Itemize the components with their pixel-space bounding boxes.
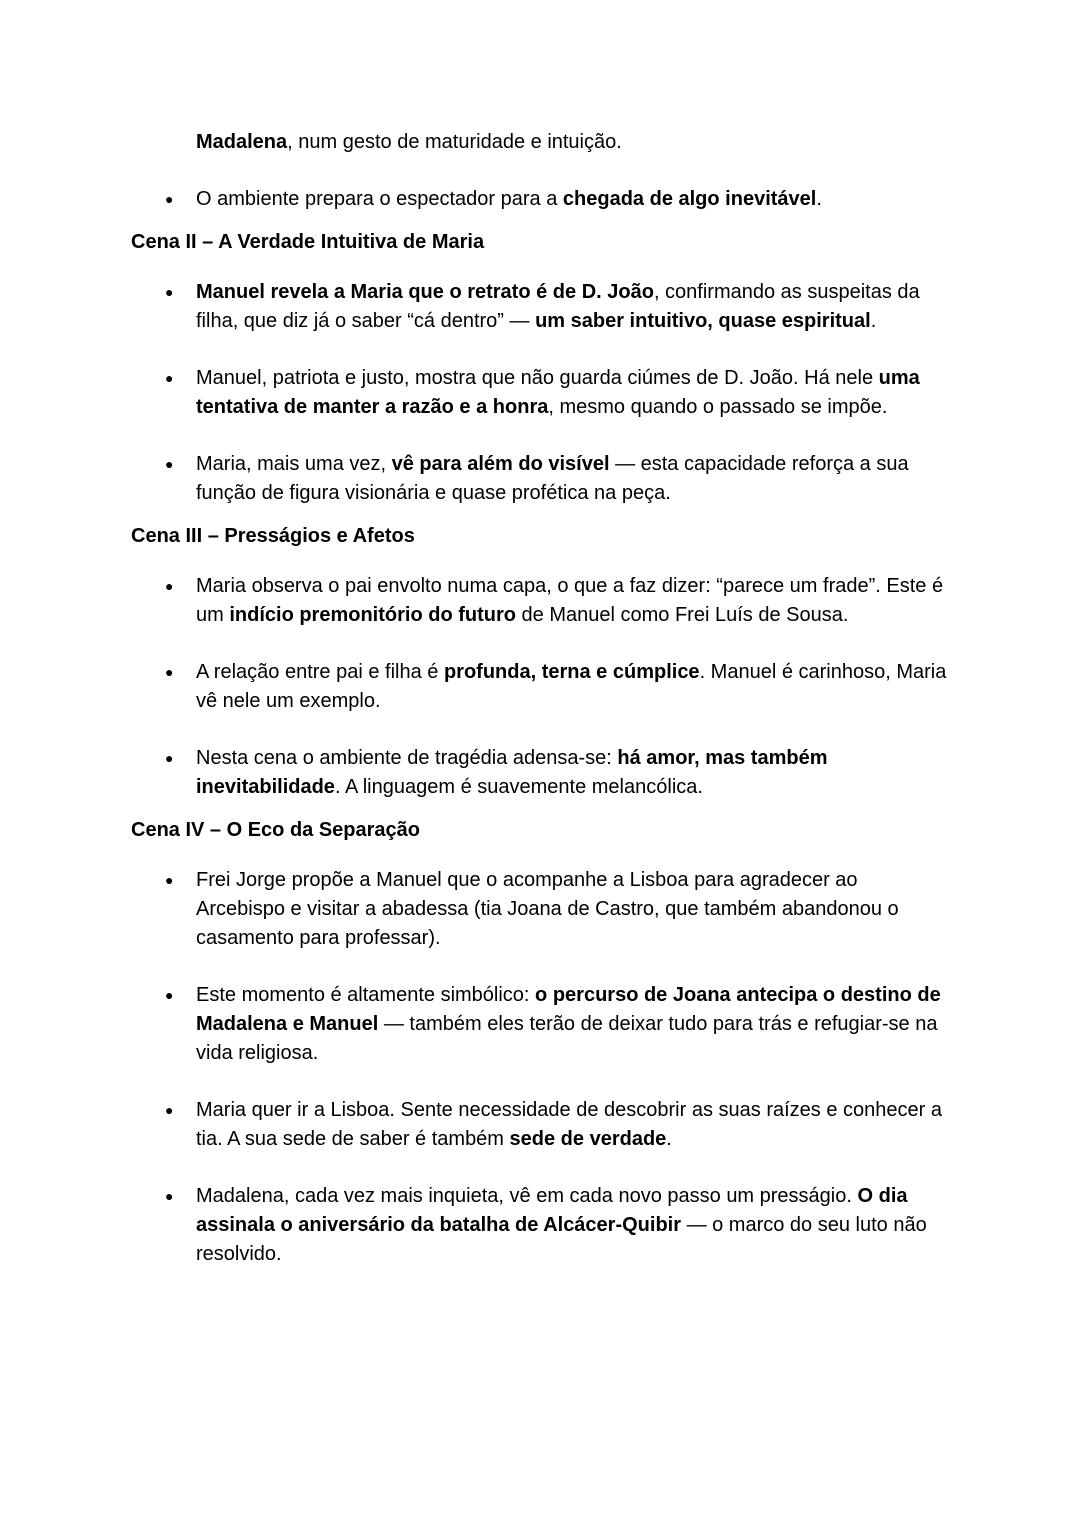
bullet-icon: ● (165, 664, 174, 680)
text-segment: Maria quer ir a Lisboa. Sente necessidade de descobrir as suas raízes e conhecer a tia. A sua sede de saber é também (196, 1099, 942, 1150)
list-item (165, 1182, 948, 1269)
text-segment: . (666, 1128, 672, 1150)
bullet-icon: ● (165, 987, 174, 1003)
bold-text: Madalena (196, 131, 288, 153)
bold-text: vê para além do visível (391, 453, 610, 475)
list-item (165, 981, 948, 1068)
text-segment: Manuel, patriota e justo, mostra que não guarda ciúmes de D. João. Há nele (196, 367, 879, 389)
text-segment: A relação entre pai e filha é (196, 661, 444, 683)
text-segment: Maria observa o pai envolto numa capa, o que a faz dizer: “parece um frade”. Este é um (196, 575, 944, 626)
text-segment: — também eles terão de deixar tudo para trás e refugiar-se na vida religiosa. (196, 1013, 938, 1064)
list-item (165, 278, 948, 336)
text-segment: . (816, 188, 822, 210)
list-item (165, 572, 948, 630)
document-body (0, 128, 1080, 1290)
bold-text: sede de verdade (509, 1128, 667, 1150)
list-item (165, 658, 948, 716)
bullet-icon: ● (165, 370, 174, 386)
bullet-icon: ● (165, 872, 174, 888)
bullet-icon: ● (165, 1188, 174, 1204)
intro-paragraph (196, 128, 948, 157)
text-segment: — esta capacidade reforça a sua função de figura visionária e quase profética na peça. (196, 453, 909, 504)
text-segment: Maria, mais uma vez, (196, 453, 392, 475)
bullet-icon: ● (165, 191, 174, 207)
bold-text: Manuel revela a Maria que o retrato é de D. João (196, 281, 654, 303)
text-segment: . Manuel é carinhoso, Maria vê nele um exemplo. (196, 661, 947, 712)
bullet-icon: ● (165, 456, 174, 472)
text-segment: Frei Jorge propõe a Manuel que o acompanhe a Lisboa para agradecer ao Arcebispo e visitar a abadessa (tia Joana de Castro, que também abandonou o casamento para professar). (196, 869, 899, 949)
text-segment: O ambiente prepara o espectador para a (196, 188, 563, 210)
sections (0, 228, 1080, 1269)
bullet-list (0, 572, 1080, 802)
text-segment: . A linguagem é suavemente melancólica. (334, 776, 703, 798)
text-segment: — o marco do seu luto não resolvido. (196, 1214, 927, 1265)
section-heading: Cena IV – O Eco da Separação (131, 819, 421, 841)
section-heading: Cena II – A Verdade Intuitiva de Maria (131, 231, 485, 253)
list-item (165, 1096, 948, 1154)
text-segment: , num gesto de maturidade e intuição. (287, 131, 622, 153)
bold-text: indício premonitório do futuro (229, 604, 516, 626)
bullet-icon: ● (165, 284, 174, 300)
bullet-icon: ● (165, 578, 174, 594)
list-item (165, 866, 948, 953)
bullet-list (0, 866, 1080, 1269)
bullet-icon: ● (165, 750, 174, 766)
bold-text: um saber intuitivo, quase espiritual (535, 310, 871, 332)
bold-text: uma tentativa de manter a razão e a honra (196, 367, 920, 418)
list-item (165, 185, 948, 214)
list-item (165, 744, 948, 802)
list-item (165, 450, 948, 508)
bullet-icon: ● (165, 1102, 174, 1118)
bullet-list (0, 278, 1080, 508)
intro-bullet-list (0, 185, 1080, 214)
bold-text: o percurso de Joana antecipa o destino de Madalena e Manuel (196, 984, 941, 1035)
text-segment: , confirmando as suspeitas da filha, que diz já o saber “cá dentro” — (196, 281, 920, 332)
bold-text: chegada de algo inevitável (562, 188, 817, 210)
bold-text: profunda, terna e cúmplice (443, 661, 700, 683)
bold-text: há amor, mas também inevitabilidade (196, 747, 828, 798)
text-segment: de Manuel como Frei Luís de Sousa. (515, 604, 849, 626)
text-segment: Nesta cena o ambiente de tragédia adensa-se: (196, 747, 618, 769)
text-segment: Este momento é altamente simbólico: (196, 984, 536, 1006)
text-segment: , mesmo quando o passado se impõe. (548, 396, 888, 418)
text-segment: Madalena, cada vez mais inquieta, vê em cada novo passo um presságio. (196, 1185, 858, 1207)
text-segment: . (870, 310, 877, 332)
list-item (165, 364, 948, 422)
section-heading: Cena III – Presságios e Afetos (131, 525, 415, 547)
bold-text: O dia assinala o aniversário da batalha de Alcácer-Quibir (196, 1185, 908, 1236)
